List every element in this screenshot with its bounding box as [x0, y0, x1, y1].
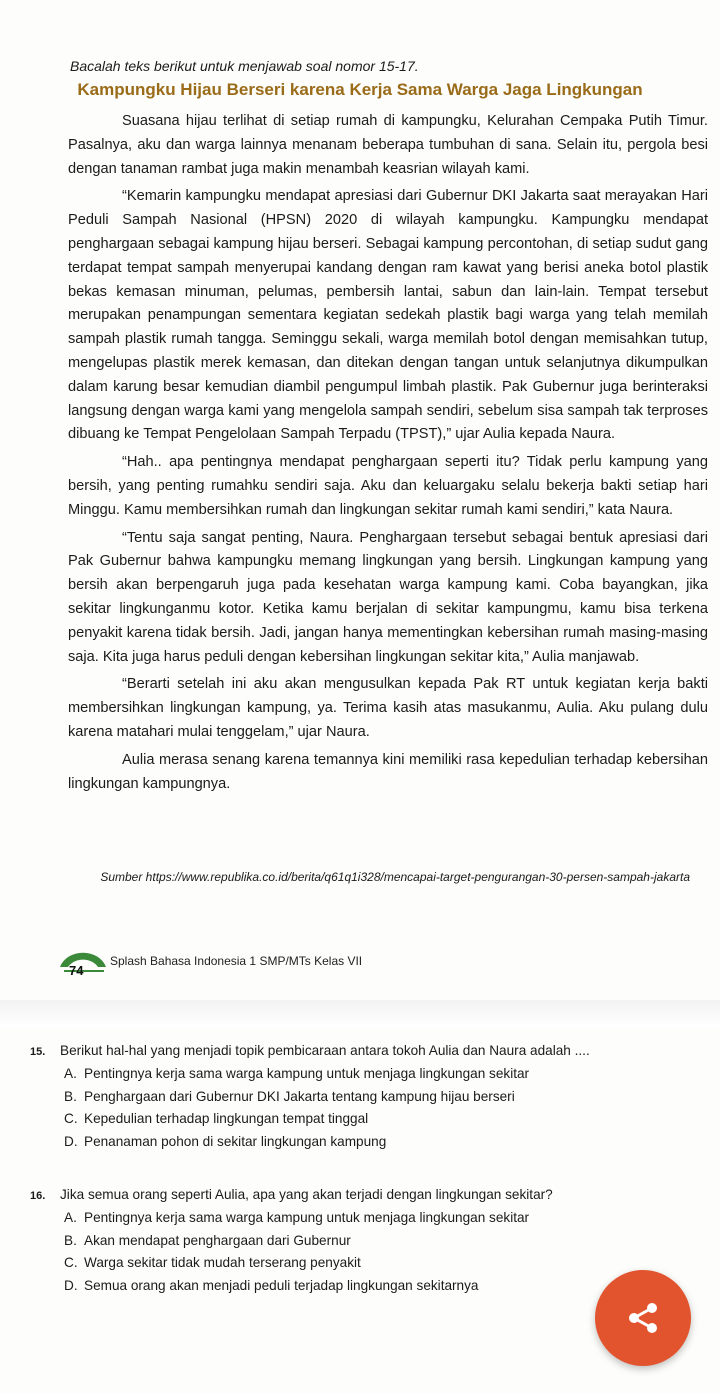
page-number-badge-icon [58, 945, 110, 985]
share-button[interactable] [595, 1270, 691, 1366]
source-citation: Sumber https://www.republika.co.id/berita/q61q1i328/mencapai-target-pengurangan-30-persen-sampah-jakarta [100, 870, 690, 884]
question-text: Jika semua orang seperti Aulia, apa yang akan terjadi dengan lingkungan sekitar? [60, 1187, 553, 1202]
option-d[interactable]: D. Penanaman pohon di sekitar lingkungan kampung [64, 1133, 387, 1149]
option-c[interactable]: C. Kepedulian terhadap lingkungan tempat tinggal [64, 1111, 369, 1126]
question-15 [30, 1040, 690, 1153]
story-body [68, 110, 708, 800]
question-16 [30, 1184, 690, 1297]
option-a[interactable]: A. Pentingnya kerja sama warga kampung untuk menjaga lingkungan sekitar [64, 1210, 530, 1225]
option-a[interactable]: A. Pentingnya kerja sama warga kampung untuk menjaga lingkungan sekitar [64, 1066, 530, 1081]
page-separator [0, 1000, 720, 1028]
option-b[interactable]: B. Akan mendapat penghargaan dari Gubernur [64, 1232, 351, 1248]
page-footer [58, 945, 458, 985]
book-title: Splash Bahasa Indonesia 1 SMP/MTs Kelas VII [110, 954, 363, 968]
reading-instruction: Bacalah teks berikut untuk menjawab soal nomor 15-17. [70, 58, 419, 74]
share-icon [625, 1300, 661, 1336]
option-d[interactable]: D. Semua orang akan menjadi peduli terjadap lingkungan sekitarnya [64, 1277, 479, 1293]
paragraph: “Berarti setelah ini aku akan mengusulkan kepada Pak RT untuk kegiatan kerja bakti membersihkan lingkungan kampung, ya. Terima kasih atas masukanmu, Aulia. Aku pulang dulu karena matahari mulai tenggelam,” ujar Naura. [68, 676, 708, 740]
paragraph: Aulia merasa senang karena temannya kini memiliki rasa kepedulian terhadap kebersihan lingkungan kampungnya. [68, 751, 708, 792]
question-text: Berikut hal-hal yang menjadi topik pembicaraan antara tokoh Aulia dan Naura adalah .... [60, 1043, 590, 1058]
paragraph: “Kemarin kampungku mendapat apresiasi dari Gubernur DKI Jakarta saat merayakan Hari Peduli Sampah Nasional (HPSN) 2020 di wilayah kampungku. Kampungku mendapat penghargaan sebagai kampung hijau berseri. Sebagai kampung percontohan, di setiap sudut gang terdapat tempat sampah menyerupai kandang dengan ram kawat yang berisi aneka botol plastik bekas kemasan minuman, pelumas, pembersih lantai, sabun dan lain-lain. Tempat tersebut merupakan penampungan sementara kegiatan sedekah plastik bagi warga yang telah memilah sampah plastik rumah tangga. Seminggu sekali, warga memilah botol dengan memisahkan tutup, mengelupas plastik merek kemasan, dan ditekan dengan tangan untuk selanjutnya dikumpulkan dalam karung besar kemudian diambil pengumpul limbah plastik. Pak Gubernur juga berinteraksi langsung dengan warga kami yang mengelola sampah sendiri, sebelum sisa sampah tak terproses dibuang ke Tempat Pengelolaan Sampah Terpadu (TPST),” ujar Aulia kepada Naura. [68, 188, 708, 443]
question-number: 16. [30, 1190, 46, 1202]
option-b[interactable]: B. Penghargaan dari Gubernur DKI Jakarta tentang kampung hijau berseri [64, 1088, 515, 1104]
option-c[interactable]: C. Warga sekitar tidak mudah terserang penyakit [64, 1255, 361, 1270]
paragraph: “Tentu saja sangat penting, Naura. Penghargaan tersebut sebagai bentuk apresiasi dari Pak Gubernur bahwa kampungku memang lingkungan yang bersih. Lingkungan kampung yang bersih akan berpengaruh juga pada kesehatan warga kampung kami. Coba bayangkan, jika sekitar lingkunganmu kotor. Ketika kamu berjalan di sekitar kampungmu, kamu bisa terkena penyakit karena tidak bersih. Jadi, jangan hanya mementingkan kebersihan rumah masing-masing saja. Kita juga harus peduli dengan kebersihan lingkungan sekitar kita,” Aulia manjawab. [68, 529, 708, 665]
page-number: 74 [69, 963, 84, 978]
paragraph: “Hah.. apa pentingnya mendapat penghargaan seperti itu? Tidak perlu kampung yang bersih, yang penting rumahku sendiri saja. Aku dan keluargaku selalu bekerja bakti setiap hari Minggu. Kamu membersihkan rumah dan lingkungan sekitar rumah kami sendiri,” kata Naura. [68, 454, 708, 518]
story-title: Kampungku Hijau Berseri karena Kerja Sama Warga Jaga Lingkungan [77, 80, 643, 99]
paragraph: Suasana hijau terlihat di setiap rumah di kampungku, Kelurahan Cempaka Putih Timur. Pasalnya, aku dan warga lainnya menanam beberapa tumbuhan di sana. Selain itu, pergola besi dengan tanaman rambat juga makin menambah keasrian wilayah kami. [68, 113, 708, 177]
question-number: 15. [30, 1046, 46, 1058]
